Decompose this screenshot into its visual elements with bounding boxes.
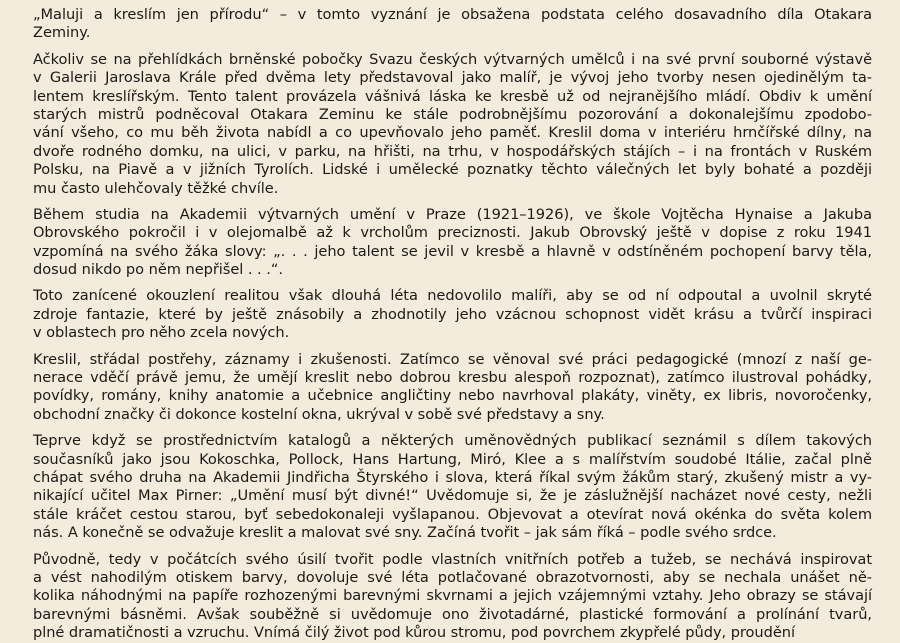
- text-line: a vést nahodilým otiskem barvy, dovoluje své léta potlačované obrazotvornosti, aby se nechala unášet ně-: [33, 568, 872, 586]
- text-line: dvoře rodného domku, na ulici, v parku, na hřišti, na trhu, v hospodářských stájích – i na frontách v Ruském: [33, 142, 872, 160]
- text-line: současníků jako jsou Kokoschka, Pollock, Hans Hartung, Miró, Klee a s malířstvím soudobé Itálie, začal plně: [33, 450, 872, 468]
- text-line: starých mistrů podněcoval Otakara Zeminu ke stále podrobnějšímu pozorování a dokonalejšímu zpodobo-: [33, 105, 872, 123]
- text-line: Obrovského pokročil i v olejomalbě až k vrcholům preciznosti. Jakub Obrovský ještě v dopise z roku 1941: [33, 224, 872, 242]
- text-line: nerace vděčí právě jemu, že umějí kreslit nebo dobrou kresbu alespoň rozpoznat), zatímco ilustroval pohádky,: [33, 369, 872, 387]
- text-line: zdroje fantazie, které by ještě znásobily a zhodnotily jeho vzácnou schopnost vidět krásu a tvůrčí inspiraci: [33, 305, 872, 323]
- text-line: vání všeho, co mu běh života nabídl a co upevňovalo jeho paměť. Kreslil doma v interiéru hrnčířské dílny, na: [33, 124, 872, 142]
- text-line: Zeminy.: [33, 24, 91, 42]
- text-line: Původně, tedy v počátcích svého úsilí tvořit podle vlastních vnitřních potřeb a tužeb, se nechává inspirovat: [33, 550, 872, 568]
- text-line: kolika náhodnými na papíře rozhozenými barevnými skvrnami a jejich vzájemnými vztahy. Jeho obrazy se stávají: [33, 587, 872, 605]
- paragraph: [33, 287, 872, 342]
- paragraph: [33, 551, 872, 643]
- text-line: Ačkoliv se na přehlídkách brněnské pobočky Svazu českých výtvarných umělců i na své první souborné výstavě: [33, 50, 872, 68]
- text-line: obchodní značky či dokonce kostelní okna, ukrýval v sobě své představy a sny.: [33, 405, 605, 423]
- text-line: povídky, romány, knihy anatomie a učebnice angličtiny nebo navrhoval plakáty, viněty, ex libris, novoročenky,: [33, 387, 872, 405]
- text-line: Teprve když se prostřednictvím katalogů a některých uměnovědných publikací seznámil s dílem takových: [33, 432, 872, 450]
- text-line: plné dramatičnosti a vzruchu. Vnímá čilý život pod kůrou stromu, pod povrchem zkypřelé půdy, proudění: [33, 624, 795, 642]
- paragraph: [33, 206, 872, 280]
- text-line: vzpomíná na svého žáka slovy: „. . . jeho talent se jevil v kresbě a hlavně v odstíněném pochopení barvy těla,: [33, 242, 872, 260]
- text-line: Kreslil, střádal postřehy, záznamy i zkušenosti. Zatímco se věnoval své práci pedagogické (mnozí z naší ge-: [33, 350, 872, 368]
- text-line: dosud nikdo po něm nepřišel . . .“.: [33, 261, 283, 279]
- text-line: v Galerii Jaroslava Krále před dvěma lety představoval jako malíř, je vývoj jeho tvorby nesen ojedinělým ta-: [33, 69, 872, 87]
- text-line: Během studia na Akademii výtvarných umění v Praze (1921–1926), ve škole Vojtěcha Hynaise a Jakuba: [33, 205, 872, 223]
- paragraph: [33, 6, 872, 43]
- text-line: chápat svého druha na Akademii Jindřicha Štyrského i slova, která říkal svým žákům starý, zkušený mistr a vy-: [33, 468, 872, 486]
- text-line: v oblastech pro něho zcela nových.: [33, 324, 290, 342]
- text-line: „Maluji a kreslím jen přírodu“ – v tomto vyznání je obsažena podstata celého dosavadního díla Otakara: [33, 6, 872, 23]
- text-line: stále kráčet cestou starou, byť sebedokonaleji vyšlapanou. Objevovat a otevírat nová okénka do světa kolem: [33, 505, 872, 523]
- text-line: nás. A konečně se odvažuje kreslit a malovat své sny. Začíná tvořit – jak sám říká – podle svého srdce.: [33, 524, 777, 542]
- paragraph: [33, 51, 872, 198]
- text-line: mu často ulehčovaly těžké chvíle.: [33, 179, 279, 197]
- text-line: barevnými básněmi. Avšak souběžně si uvědomuje ono životadárné, plastické formování a prolínání tvarů,: [33, 605, 872, 623]
- paragraph: [33, 432, 872, 542]
- text-line: lentem kreslířským. Tento talent provázela vášnivá láska ke kresbě už od nejranějšího mládí. Obdiv k umění: [33, 87, 872, 105]
- text-line: Toto zanícené okouzlení realitou však dlouhá léta nedovolilo malíři, aby se od ní odpoutal a uvolnil skryté: [33, 287, 872, 305]
- document-page: [33, 0, 872, 642]
- text-line: Polsku, na Piavě a v jižních Tyrolích. Lidské i umělecké poznatky těchto válečných let byly bohaté a později: [33, 161, 872, 179]
- text-line: nikající učitel Max Pirner: „Umění musí být divné!“ Uvědomuje si, že je záslužnější nacházet nové cesty, nežli: [33, 487, 872, 505]
- paragraph: [33, 351, 872, 425]
